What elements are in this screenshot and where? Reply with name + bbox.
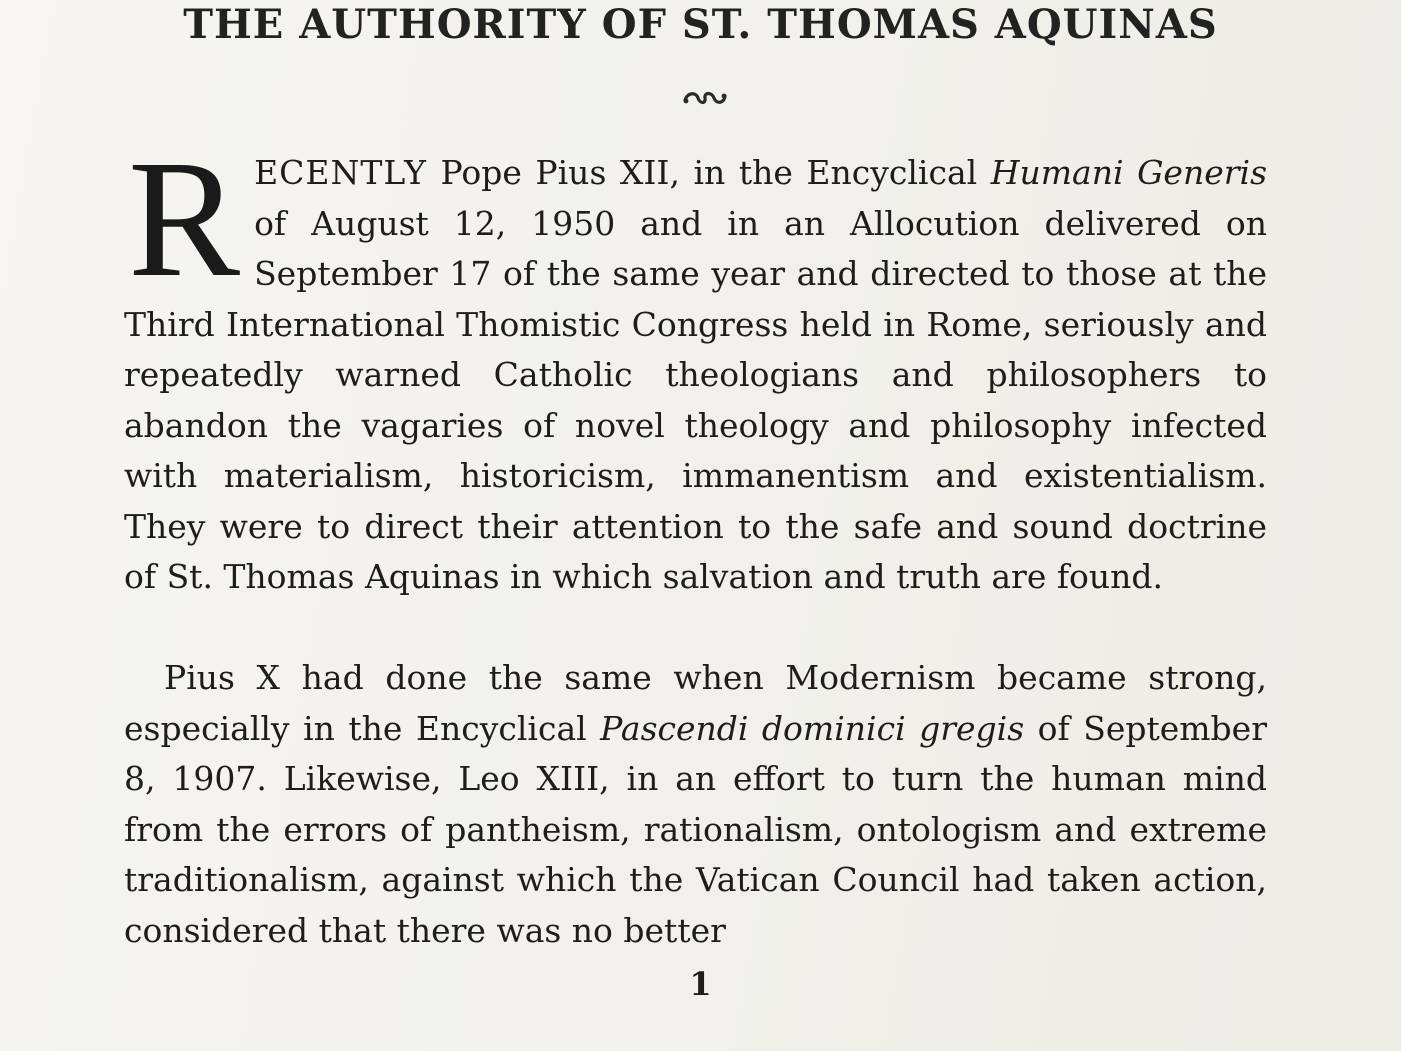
paragraph-1 — [124, 126, 1268, 603]
paragraph-2-italic-title: Pascendi dominici gregis — [600, 708, 1025, 748]
paragraph-1-smallcaps: ECENTLY — [254, 153, 427, 192]
drop-cap: R — [128, 126, 241, 312]
paragraph-2 — [124, 653, 1267, 956]
paragraph-2-text-a: Pius X had done the same when Modernism became strong, especially in the Encyclical — [124, 658, 1267, 748]
page-number: 1 — [689, 965, 712, 1003]
fleuron-ornament-icon — [682, 88, 728, 108]
chapter-title: THE AUTHORITY OF ST. THOMAS AQUINAS — [183, 1, 1218, 48]
paragraph-1-italic-title: Humani Generis — [990, 153, 1268, 192]
paragraph-2-text-b: of September 8, 1907. Likewise, Leo XIII, in an effort to turn the human mind from the errors of pantheism, rationalism, ontologism and extreme traditionalism, against which the Vatican Council had taken action, considered that there was no better — [124, 708, 1267, 950]
paragraph-1-text-b: of August 12, 1950 and in an Allocution delivered on September 17 of the same year and directed to those at the Third International Thomistic Congress held in Rome, seriously and repeatedly warned Catholic theologians and philosophers to abandon the vagaries of novel theology and philosophy infected with materialism, historicism, immanentism and existentialism. They were to direct their attention to the safe and sound doctrine of St. Thomas Aquinas in which salvation and truth are found. — [124, 203, 1267, 596]
paragraph-1-text-a: Pope Pius XII, in the Encyclical — [426, 153, 991, 192]
